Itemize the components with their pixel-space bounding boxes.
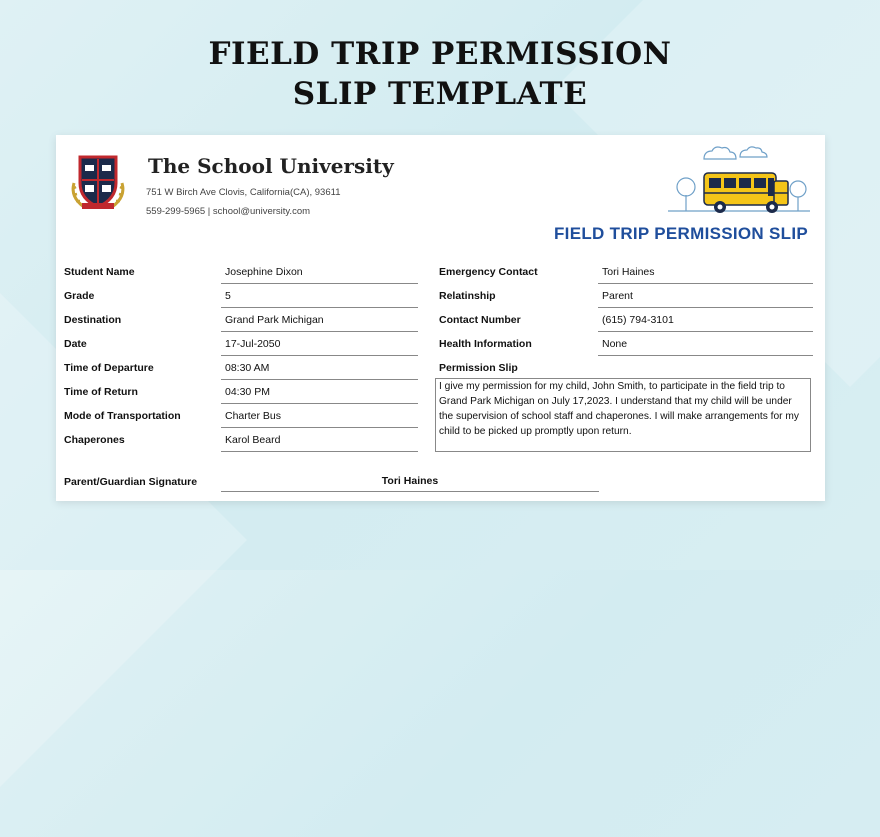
label-mode-of-transportation: Mode of Transportation xyxy=(64,410,181,422)
value-health-information: None xyxy=(602,338,628,350)
label-chaperones: Chaperones xyxy=(64,434,125,446)
field-underline xyxy=(598,331,813,332)
field-underline xyxy=(221,331,418,332)
value-contact-number: (615) 794-3101 xyxy=(602,314,674,326)
label-guardian-signature: Parent/Guardian Signature xyxy=(64,476,198,488)
field-underline xyxy=(598,283,813,284)
field-underline xyxy=(221,355,418,356)
value-time-of-return: 04:30 PM xyxy=(225,386,270,398)
page-title xyxy=(0,34,880,114)
label-grade: Grade xyxy=(64,290,95,302)
field-underline xyxy=(598,355,813,356)
field-underline xyxy=(221,451,418,452)
school-address: 751 W Birch Ave Clovis, California(CA), 93611 xyxy=(146,187,341,198)
label-emergency-contact: Emergency Contact xyxy=(439,266,538,278)
label-time-of-return: Time of Return xyxy=(64,386,138,398)
value-grade: 5 xyxy=(225,290,231,302)
field-underline xyxy=(598,307,813,308)
value-relationship: Parent xyxy=(602,290,633,302)
page-title-line1: FIELD TRIP PERMISSION xyxy=(208,36,672,72)
label-student-name: Student Name xyxy=(64,266,135,278)
slip-title: FIELD TRIP PERMISSION SLIP xyxy=(554,224,809,243)
label-date: Date xyxy=(64,338,87,350)
value-destination: Grand Park Michigan xyxy=(225,314,324,326)
permission-slip-text: I give my permission for my child, John Smith, to participate in the field trip to Grand Park Michigan on July 17,2023. I understand that my child will be under the supervision of school staff and chaperones. I will make arrangements for my child to be picked up promptly upon return. xyxy=(435,378,811,452)
label-time-of-departure: Time of Departure xyxy=(64,362,154,374)
value-emergency-contact: Tori Haines xyxy=(602,266,655,278)
label-destination: Destination xyxy=(64,314,122,326)
field-underline xyxy=(221,403,418,404)
value-time-of-departure: 08:30 AM xyxy=(225,362,270,374)
value-guardian-signature: Tori Haines xyxy=(381,475,439,487)
field-underline xyxy=(221,283,418,284)
school-crest-icon xyxy=(66,153,130,213)
label-relationship: Relatinship xyxy=(439,290,496,302)
field-underline xyxy=(221,379,418,380)
value-student-name: Josephine Dixon xyxy=(225,266,303,278)
school-bus-illustration xyxy=(664,143,814,223)
label-permission-slip: Permission Slip xyxy=(439,362,518,374)
field-underline xyxy=(221,307,418,308)
value-date: 17-Jul-2050 xyxy=(225,338,281,350)
label-contact-number: Contact Number xyxy=(439,314,521,326)
field-underline xyxy=(221,427,418,428)
page-title-line2: SLIP TEMPLATE xyxy=(292,76,588,112)
school-contact: 559-299-5965 | school@university.com xyxy=(146,206,311,217)
label-health-information: Health Information xyxy=(439,338,532,350)
value-mode-of-transportation: Charter Bus xyxy=(225,410,282,422)
permission-slip-card xyxy=(56,135,825,501)
value-chaperones: Karol Beard xyxy=(225,434,281,446)
signature-line xyxy=(221,491,599,492)
school-name: The School University xyxy=(148,154,394,178)
